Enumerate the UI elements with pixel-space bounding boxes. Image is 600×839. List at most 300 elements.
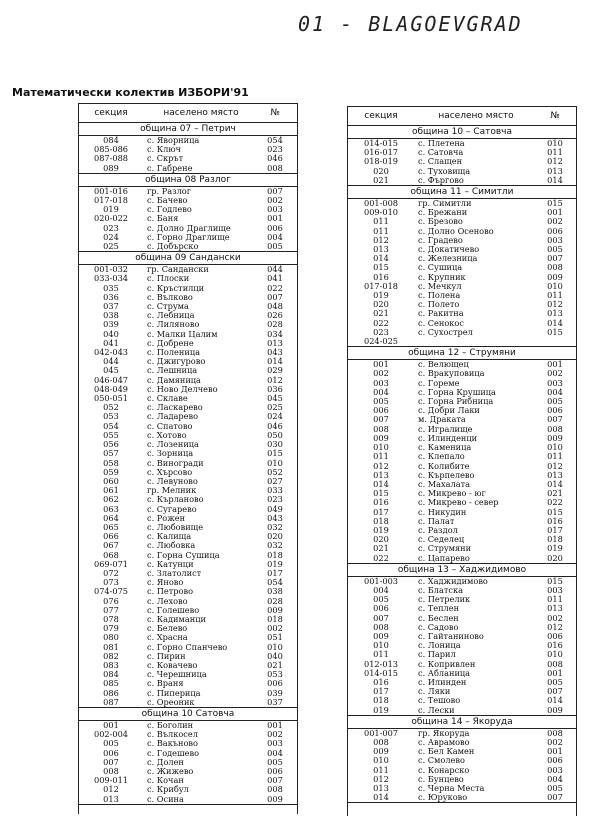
number-cell: 001 — [547, 668, 563, 678]
section-cell: 005 — [373, 595, 389, 605]
table-row — [79, 233, 297, 242]
number-cell: 025 — [267, 403, 283, 413]
table-row — [79, 214, 297, 223]
number-cell: 004 — [267, 748, 283, 758]
table-row — [79, 606, 297, 615]
section-cell: 059 — [103, 467, 119, 477]
table-row — [348, 535, 576, 544]
number-cell: 007 — [547, 687, 563, 697]
number-cell: 003 — [267, 205, 283, 215]
section-cell: 017-018 — [363, 281, 399, 291]
number-cell: 014 — [547, 479, 563, 489]
number-cell: 026 — [267, 311, 283, 321]
place-cell — [414, 337, 534, 346]
place-cell: с. Брезово — [418, 217, 463, 227]
section-cell: 072 — [103, 568, 119, 578]
table-row — [79, 698, 297, 707]
number-cell: 019 — [547, 544, 563, 554]
section-cell: 014 — [373, 479, 389, 489]
section-cell: 061 — [103, 486, 119, 496]
place-cell: с. Кочан — [147, 776, 184, 786]
place-cell: с. Брежани — [418, 208, 468, 218]
place-cell: с. Крибул — [147, 785, 189, 795]
table-row — [79, 532, 297, 541]
section-cell: 045 — [103, 366, 119, 376]
section-cell: 079 — [103, 624, 119, 634]
table-row — [348, 775, 576, 784]
table-row — [348, 554, 576, 563]
section-cell: 006 — [373, 604, 389, 614]
number-cell: 018 — [547, 535, 563, 545]
section-cell: 016 — [373, 498, 389, 508]
place-cell: с. Игралище — [418, 424, 473, 434]
place-cell: с. Каменица — [418, 443, 472, 453]
section-cell: 005 — [373, 397, 389, 407]
number-cell: 010 — [267, 458, 283, 468]
place-cell: с. Сухострел — [418, 327, 473, 337]
number-cell: 013 — [547, 166, 563, 176]
place-cell: с. Любовка — [147, 541, 196, 551]
table-row — [79, 587, 297, 596]
table-row — [348, 415, 576, 424]
number-cell: 012 — [547, 157, 563, 167]
table-header — [348, 106, 576, 126]
section-cell: 008 — [373, 737, 389, 747]
section-cell: 013 — [373, 784, 389, 793]
table-row — [79, 376, 297, 385]
section-cell: 012 — [373, 461, 389, 471]
section-cell: 018-019 — [363, 157, 399, 167]
place-cell: с. Скрът — [147, 154, 184, 164]
table-row — [348, 337, 576, 346]
table-row — [79, 523, 297, 532]
table-row — [79, 293, 297, 302]
place-cell: с. Тешово — [418, 696, 461, 706]
number-cell: 032 — [267, 541, 283, 551]
table-row — [79, 643, 297, 652]
table-row — [348, 236, 576, 245]
place-cell: с. Микрево - север — [418, 498, 499, 508]
place-cell: с. Юруково — [418, 793, 468, 803]
place-cell: с. Калища — [147, 532, 192, 542]
section-cell: 033-034 — [93, 274, 129, 284]
place-cell: с. Петрово — [147, 587, 194, 597]
place-cell: с. Яново — [147, 578, 184, 588]
number-cell: 021 — [547, 489, 563, 499]
section-cell: 009 — [373, 433, 389, 443]
section-cell: 006 — [373, 406, 389, 416]
table-row — [79, 597, 297, 606]
place-cell: с. Дамяница — [147, 375, 201, 385]
place-cell: с. Боголин — [147, 720, 194, 730]
table-row — [79, 514, 297, 523]
place-cell: с. Склаве — [147, 394, 188, 404]
place-cell: с. Смолево — [418, 756, 465, 766]
table-row — [79, 431, 297, 440]
table-row — [348, 227, 576, 236]
section-cell: 009 — [373, 747, 389, 757]
place-cell: с. Кърпелево — [418, 470, 475, 480]
place-cell: с. Цапарево — [418, 553, 470, 563]
number-cell: 027 — [267, 476, 283, 486]
number-cell: 008 — [547, 659, 563, 669]
table-row — [79, 459, 297, 468]
number-cell: 002 — [267, 624, 283, 634]
place-cell: с. Туховища — [418, 166, 471, 176]
place-cell: с. Аврамово — [418, 737, 470, 747]
place-cell: с. Ласкарево — [147, 403, 203, 413]
section-cell: 066 — [103, 532, 119, 542]
number-cell: 010 — [547, 139, 563, 148]
place-cell: с. Мечкул — [418, 281, 462, 291]
table-row — [348, 678, 576, 687]
number-cell: 015 — [267, 449, 283, 459]
table-row — [348, 498, 576, 507]
table-row — [79, 661, 297, 670]
place-cell: с. Плоски — [147, 274, 190, 284]
number-cell: 004 — [547, 774, 563, 784]
place-cell: с. Поленица — [147, 348, 200, 358]
section-cell: 006 — [103, 748, 119, 758]
section-cell: 008 — [103, 767, 119, 776]
place-cell: с. Сатовча — [418, 148, 464, 158]
place-cell: с. Струма — [147, 302, 189, 312]
table-row — [79, 767, 297, 776]
section-cell: 015 — [373, 263, 389, 273]
section-cell: 012 — [373, 235, 389, 245]
place-cell: с. Сушица — [418, 263, 463, 273]
place-cell: с. Лешница — [147, 366, 198, 376]
section-cell: 003 — [373, 378, 389, 388]
number-cell: 030 — [267, 440, 283, 450]
number-cell: 007 — [267, 776, 283, 786]
number-cell: 003 — [547, 235, 563, 245]
table-row — [79, 730, 297, 739]
number-cell: 013 — [547, 470, 563, 480]
section-cell: 014 — [373, 793, 389, 803]
table-row — [348, 254, 576, 263]
number-cell: 016 — [547, 641, 563, 651]
place-cell: с. Велющец — [418, 360, 469, 370]
section-cell: 010 — [373, 756, 389, 766]
place-cell: с. Вълково — [147, 292, 193, 302]
table-row — [79, 422, 297, 431]
number-cell: 040 — [267, 651, 283, 661]
place-cell: с. Кърланово — [147, 495, 204, 505]
place-cell: гр. Разлог — [147, 186, 192, 196]
section-cell: 089 — [103, 163, 119, 173]
place-cell: с. Горна Сушица — [147, 550, 220, 560]
place-cell: с. Лебница — [147, 311, 195, 321]
number-cell: 002 — [547, 737, 563, 747]
table-row — [79, 624, 297, 633]
municipality-group — [348, 564, 576, 716]
table-row — [348, 443, 576, 452]
place-cell: с. Катунци — [147, 559, 194, 569]
section-cell: 014 — [373, 254, 389, 264]
number-cell: 015 — [547, 199, 563, 209]
number-cell: 013 — [547, 604, 563, 614]
table-row — [348, 263, 576, 272]
section-cell: 074-075 — [93, 587, 129, 597]
section-cell: 065 — [103, 522, 119, 532]
section-cell: 012 — [103, 785, 119, 795]
section-cell: 076 — [103, 596, 119, 606]
table-row — [348, 167, 576, 176]
number-cell: 016 — [547, 516, 563, 526]
place-cell: с. Крупник — [418, 272, 466, 282]
number-cell: 009 — [267, 794, 283, 804]
number-cell: 007 — [267, 292, 283, 302]
municipality-title: община 10 Сатовча — [79, 708, 297, 721]
place-cell: с. Конарско — [418, 765, 470, 775]
number-cell: 036 — [267, 384, 283, 394]
place-cell: с. Колибите — [418, 461, 470, 471]
table-row — [348, 696, 576, 705]
section-cell: 077 — [103, 605, 119, 615]
number-cell: 022 — [267, 283, 283, 293]
number-cell: 048 — [267, 302, 283, 312]
place-cell: с. Блатска — [418, 585, 464, 595]
table-row — [79, 394, 297, 403]
table-row — [348, 650, 576, 659]
section-cell: 007 — [373, 415, 389, 425]
table-row — [79, 569, 297, 578]
municipality-group — [348, 186, 576, 347]
number-cell: 012 — [267, 375, 283, 385]
place-cell: с. Пиперица — [147, 688, 201, 698]
section-cell: 011 — [373, 765, 389, 775]
place-cell: с. Спатово — [147, 421, 193, 431]
section-cell: 038 — [103, 311, 119, 321]
number-cell: 008 — [267, 163, 283, 173]
number-cell: 006 — [267, 767, 283, 776]
section-cell: 011 — [373, 217, 389, 227]
number-cell: 009 — [547, 272, 563, 282]
number-cell: 012 — [547, 300, 563, 310]
number-cell: 043 — [267, 513, 283, 523]
number-cell: 005 — [547, 397, 563, 407]
table-row — [79, 274, 297, 283]
table-row — [79, 541, 297, 550]
number-cell: 005 — [547, 677, 563, 687]
number-cell: 011 — [547, 452, 563, 462]
place-cell: с. Ладарево — [147, 412, 199, 422]
place-cell: с. Бел Камен — [418, 747, 475, 757]
number-cell: 009 — [547, 433, 563, 443]
section-cell: 052 — [103, 403, 119, 413]
table-row — [79, 205, 297, 214]
number-cell: 001 — [547, 747, 563, 757]
place-cell: с. Годешево — [147, 748, 200, 758]
number-cell: 002 — [547, 217, 563, 227]
number-cell: 003 — [267, 739, 283, 749]
table-row — [348, 660, 576, 669]
place-cell: с. Долно Драглище — [147, 223, 231, 233]
section-cell: 001 — [103, 720, 119, 730]
section-cell: 040 — [103, 329, 119, 339]
section-cell: 001-016 — [93, 186, 129, 196]
table-row — [348, 577, 576, 586]
number-cell: 021 — [267, 660, 283, 670]
table-row — [79, 486, 297, 495]
place-cell: с. Полето — [418, 300, 460, 310]
number-cell: 009 — [267, 605, 283, 615]
municipality-group — [79, 252, 297, 708]
table-row — [79, 265, 297, 274]
section-cell: 048-049 — [93, 384, 129, 394]
table-row — [348, 687, 576, 696]
table-row — [348, 208, 576, 217]
table-row — [348, 526, 576, 535]
section-cell: 016-017 — [363, 148, 399, 158]
place-cell: с. Кадиманци — [147, 614, 206, 624]
municipality-group — [79, 123, 297, 174]
section-cell: 002 — [373, 369, 389, 379]
number-cell: 018 — [267, 550, 283, 560]
number-cell: 049 — [267, 504, 283, 514]
number-cell: 051 — [267, 633, 283, 643]
table-row — [348, 199, 576, 208]
header-section: секция — [364, 111, 398, 121]
place-cell: с. Садово — [418, 622, 459, 632]
place-cell: с. Джигурово — [147, 357, 206, 367]
table-row — [79, 721, 297, 730]
table-row — [348, 291, 576, 300]
table-row — [348, 471, 576, 480]
place-cell: с. Сенокос — [418, 318, 464, 328]
place-cell: с. Железница — [418, 254, 478, 264]
municipality-title: община 07 – Петрич — [79, 123, 297, 136]
number-cell: 041 — [267, 274, 283, 284]
section-cell: 055 — [103, 430, 119, 440]
section-cell: 009-010 — [363, 208, 399, 218]
place-cell: с. Вълкосел — [147, 730, 198, 740]
number-cell: 028 — [267, 596, 283, 606]
number-cell — [534, 337, 576, 346]
number-cell: 053 — [267, 670, 283, 680]
number-cell: 003 — [547, 765, 563, 775]
table-row — [79, 412, 297, 421]
place-cell: с. Малки Цалим — [147, 329, 218, 339]
place-cell: с. Баня — [147, 214, 179, 224]
table-row — [79, 366, 297, 375]
table-row — [348, 738, 576, 747]
table-row — [79, 339, 297, 348]
table-row — [348, 480, 576, 489]
municipality-title: община 12 – Струмяни — [348, 347, 576, 360]
section-cell: 013 — [373, 245, 389, 255]
number-cell: 043 — [267, 348, 283, 358]
place-cell: с. Вакъново — [147, 739, 198, 749]
number-cell: 006 — [547, 226, 563, 236]
place-cell: с. Годлево — [147, 205, 192, 215]
table-row — [348, 517, 576, 526]
place-cell: с. Добрене — [147, 338, 194, 348]
place-cell: гр. Якоруда — [418, 728, 470, 738]
number-cell: 015 — [547, 576, 563, 586]
place-cell: с. Горно Спанчево — [147, 642, 228, 652]
number-cell: 008 — [547, 263, 563, 273]
section-cell: 018 — [373, 516, 389, 526]
number-cell: 010 — [547, 443, 563, 453]
municipality-title: община 08 Разлог — [79, 174, 297, 187]
number-cell: 006 — [267, 679, 283, 689]
section-cell: 014-015 — [363, 139, 399, 148]
section-cell: 019 — [373, 291, 389, 301]
municipality-title: община 10 – Сатовча — [348, 126, 576, 139]
section-cell: 020-022 — [93, 214, 129, 224]
section-cell: 013 — [103, 794, 119, 804]
table-row — [348, 632, 576, 641]
number-cell: 005 — [547, 245, 563, 255]
table-row — [79, 495, 297, 504]
table-row — [348, 273, 576, 282]
section-cell: 085 — [103, 679, 119, 689]
section-cell: 008 — [373, 622, 389, 632]
place-cell: с. Плетена — [418, 139, 465, 148]
place-cell: с. Враня — [147, 679, 184, 689]
place-cell: с. Никудин — [418, 507, 467, 517]
section-cell: 062 — [103, 495, 119, 505]
section-cell: 007 — [103, 757, 119, 767]
table-row — [348, 379, 576, 388]
place-cell: с. Горно Драглище — [147, 232, 230, 242]
table-row — [79, 776, 297, 785]
place-cell: с. Ключ — [147, 145, 181, 155]
table-row — [348, 669, 576, 678]
section-cell: 004 — [373, 585, 389, 595]
section-cell: 001-008 — [363, 199, 399, 209]
number-cell: 009 — [547, 705, 563, 715]
place-cell: с. Добърско — [147, 242, 199, 252]
table-row — [348, 793, 576, 802]
place-cell: с. Раздол — [418, 525, 458, 535]
number-cell: 019 — [267, 559, 283, 569]
left-column-table — [78, 103, 298, 814]
section-cell: 019 — [373, 525, 389, 535]
place-cell: с. Микрево - юг — [418, 489, 486, 499]
number-cell: 022 — [547, 498, 563, 508]
section-cell: 087 — [103, 697, 119, 707]
table-row — [79, 652, 297, 661]
section-cell: 086 — [103, 688, 119, 698]
table-row — [79, 242, 297, 251]
place-cell: с. Ново Делчево — [147, 384, 218, 394]
section-cell: 019 — [103, 205, 119, 215]
place-cell: с. Седелец — [418, 535, 465, 545]
number-cell: 034 — [267, 329, 283, 339]
place-cell: с. Яворница — [147, 136, 200, 145]
number-cell: 046 — [267, 421, 283, 431]
number-cell: 011 — [547, 595, 563, 605]
table-row — [348, 489, 576, 498]
table-row — [348, 300, 576, 309]
table-row — [348, 397, 576, 406]
section-cell: 082 — [103, 651, 119, 661]
table-row — [79, 551, 297, 560]
section-cell: 083 — [103, 660, 119, 670]
place-cell: с. Горна Крушица — [418, 387, 496, 397]
table-row — [79, 357, 297, 366]
table-row — [348, 319, 576, 328]
table-row — [79, 560, 297, 569]
table-row — [79, 330, 297, 339]
number-cell: 014 — [547, 696, 563, 706]
table-row — [79, 749, 297, 758]
municipality-title: община 14 – Якоруда — [348, 716, 576, 729]
place-cell: с. Пирин — [147, 651, 186, 661]
